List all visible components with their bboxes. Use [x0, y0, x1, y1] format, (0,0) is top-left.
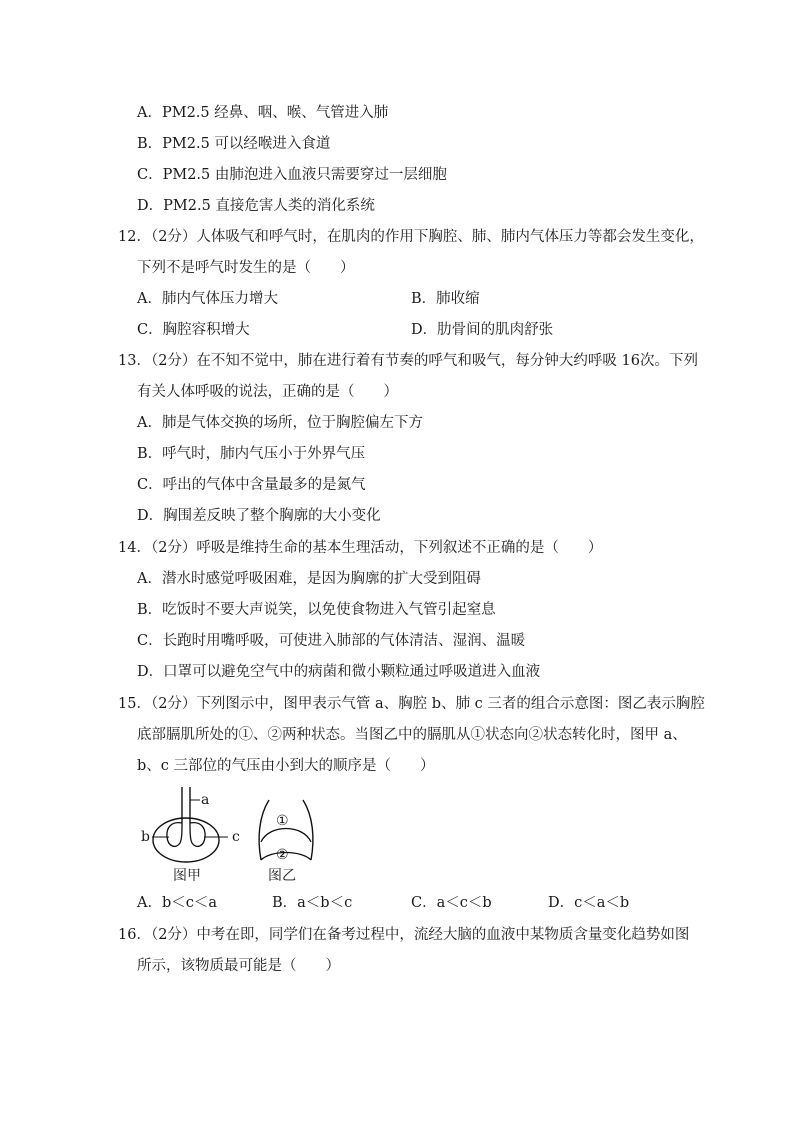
q12-option-d: D．肋骨间的肌肉舒张 [411, 322, 554, 338]
q12-option-a: A．肺内气体压力增大 [137, 291, 278, 307]
q15-option-c: C．a＜c＜b [411, 895, 492, 911]
q11-option-c: C．PM2.5 由肺泡进入血液只需要穿过一层细胞 [137, 167, 447, 183]
q13-stem-line1: 13．（2分）在不知不觉中，肺在进行着有节奏的呼气和吸气，每分钟大约呼吸 16次。下列 [118, 353, 698, 369]
q11-option-a: A．PM2.5 经鼻、咽、喉、气管进入肺 [137, 105, 389, 121]
figure-caption-yi: 图乙 [268, 868, 296, 884]
q13-option-d: D．胸围差反映了整个胸廓的大小变化 [137, 508, 381, 524]
q14-option-b: B．吃饭时不要大声说笑，以免使食物进入气管引起窒息 [137, 602, 496, 618]
q16-stem-line1: 16．（2分）中考在即，同学们在备考过程中，流经大脑的血液中某物质含量变化趋势如图 [118, 927, 690, 943]
q12-stem-line2: 下列不是呼气时发生的是（ ） [137, 260, 355, 276]
figure-caption-jia: 图甲 [173, 868, 201, 884]
q12-option-b: B．肺收缩 [411, 291, 480, 307]
figure-label-b: b [141, 829, 150, 845]
q11-option-b: B．PM2.5 可以经喉进入食道 [137, 136, 331, 152]
q14-option-a: A．潜水时感觉呼吸困难，是因为胸廓的扩大受到阻碍 [137, 571, 481, 587]
figure-label-a: a [201, 792, 210, 808]
q14-option-c: C．长跑时用嘴呼吸，可使进入肺部的气体清洁、湿润、温暖 [137, 633, 526, 649]
figure-label-c: c [232, 829, 240, 845]
q15-stem-line2: 底部膈肌所处的①、②两种状态。当图乙中的膈肌从①状态向②状态转化时，图甲 a、 [137, 727, 687, 743]
figure-state1-label: ① [276, 813, 289, 829]
q15-stem-line3: b、c 三部位的气压由小到大的顺序是（ ） [137, 758, 435, 774]
q13-stem-line2: 有关人体呼吸的说法，正确的是（ ） [137, 384, 398, 400]
figure-jia-diagram [138, 785, 250, 865]
q16-stem-line2: 所示，该物质最可能是（ ） [137, 958, 340, 974]
q15-stem-line1: 15．（2分）下列图示中，图甲表示气管 a、胸腔 b、肺 c 三者的组合示意图：图乙表示胸腔 [118, 696, 705, 712]
figure-state2-label: ② [276, 847, 289, 863]
q12-stem-line1: 12．（2分）人体吸气和呼气时，在肌肉的作用下胸腔、肺、肺内气体压力等都会发生变化， [118, 229, 704, 245]
q14-stem-line1: 14．（2分）呼吸是维持生命的基本生理活动，下列叙述不正确的是（ ） [118, 540, 603, 556]
q12-option-c: C．胸腔容积增大 [137, 322, 250, 338]
q14-option-d: D．口罩可以避免空气中的病菌和微小颗粒通过呼吸道进入血液 [137, 664, 541, 680]
q13-option-c: C．呼出的气体中含量最多的是氮气 [137, 477, 366, 493]
q11-option-d: D．PM2.5 直接危害人类的消化系统 [137, 198, 375, 214]
q13-option-b: B．呼气时，肺内气压小于外界气压 [137, 446, 366, 462]
q15-option-b: B．a＜b＜c [272, 895, 353, 911]
q13-option-a: A．肺是气体交换的场所，位于胸腔偏左下方 [137, 415, 423, 431]
q15-option-a: A．b＜c＜a [137, 895, 218, 911]
q15-option-d: D．c＜a＜b [548, 895, 630, 911]
